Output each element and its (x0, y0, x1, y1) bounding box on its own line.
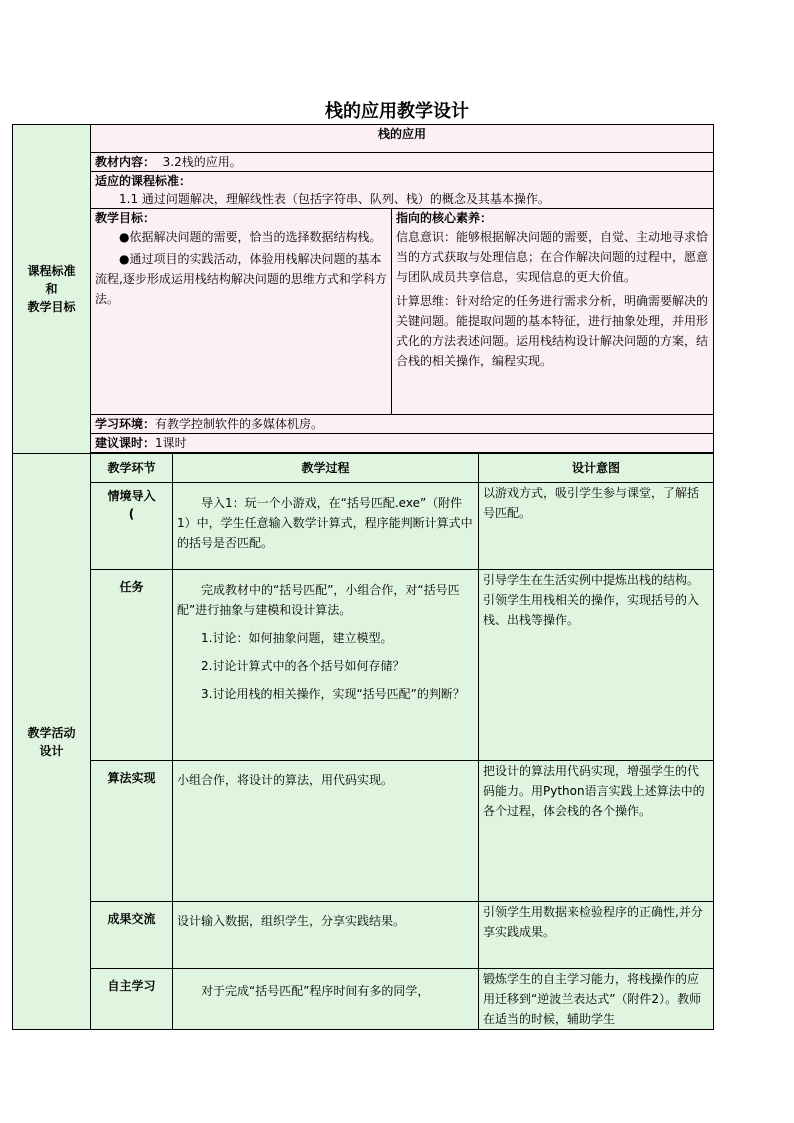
env-value: 有教学控制软件的多媒体机房。 (155, 417, 324, 431)
core-label: 指向的核心素养： (396, 211, 493, 225)
core-literacy-cell (392, 209, 714, 415)
stage-label: 自主学习 (91, 969, 173, 1030)
material-row (13, 153, 714, 172)
goals-label: 教学目标： (95, 211, 156, 225)
page-title: 栈的应用教学设计 (325, 101, 469, 122)
table-row (13, 969, 714, 1030)
intent-text: 把设计的算法用代码实现，增强学生的代码能力。用Python语言实践上述算法中的各个过程，体会栈的各个操作。 (479, 761, 714, 902)
side-label-line: 和 (45, 282, 58, 296)
process-text: 对于完成“括号匹配”程序时间有多的同学， (201, 984, 430, 998)
lesson-plan-table (12, 124, 714, 1030)
subtitle-row (13, 125, 714, 153)
process-text: 设计输入数据，组织学生，分享实践结果。 (173, 902, 479, 969)
core-item: 计算思维：针对给定的任务进行需求分析，明确需要解决的关键问题。能提取问题的基本特征，进行抽象处理，并用形式化的方法表述问题。运用栈结构设计解决问题的方案，结合栈的相关操作，编程实现。 (396, 294, 709, 368)
core-item: 信息意识：能够根据解决问题的需要，自觉、主动地寻求恰当的方式获取与处理信息；在合作解决问题的过程中，愿意与团队成员共享信息，实现信息的更大价值。 (396, 230, 709, 284)
stage-label: 任务 (91, 570, 173, 761)
table-row (13, 902, 714, 969)
intent-text: 锻炼学生的自主学习能力，将栈操作的应用迁移到“逆波兰表达式”（附件2）。教师在适当的时候，辅助学生 (479, 969, 714, 1030)
table-row (13, 483, 714, 570)
standard-value: 1.1 通过问题解决，理解线性表（包括字符串、队列、栈）的概念及其基本操作。 (119, 192, 550, 206)
side-label-line: 教学目标 (27, 300, 76, 314)
process-item: 3.讨论用栈的相关操作，实现“括号匹配”的判断？ (201, 687, 465, 701)
stage-label: 算法实现 (91, 761, 173, 902)
section2-side-label (13, 454, 91, 1030)
side-label-line: 设计 (39, 743, 64, 758)
col-header-intent: 设计意图 (479, 454, 714, 483)
hours-row (13, 434, 714, 453)
intent-text: 引领学生用数据来检验程序的正确性,并分享实践成果。 (479, 902, 714, 969)
process-item: 2.讨论计算式中的各个括号如何存储？ (201, 659, 405, 673)
side-label-line: 教学活动 (27, 725, 76, 740)
material-value: 3.2栈的应用。 (162, 155, 242, 169)
process-item: 1.讨论：如何抽象问题，建立模型。 (201, 631, 393, 645)
hours-label: 建议课时： (95, 436, 156, 450)
goal-item: ●通过项目的实践活动，体验用栈解决问题的基本流程,逐步形成运用栈结构解决问题的思维方式和学科方法。 (95, 252, 387, 306)
process-text: 导入1：玩一个小游戏，在“括号匹配.exe”（附件1）中，学生任意输入数学计算式，程序能判断计算式中的括号是否匹配。 (177, 496, 473, 550)
goals-row (13, 209, 714, 415)
section1-side-label (13, 125, 91, 454)
stage-label: 成果交流 (91, 902, 173, 969)
col-header-process: 教学过程 (173, 454, 479, 483)
col-header-stage: 教学环节 (91, 454, 173, 483)
intent-text: 引导学生在生活实例中提炼出栈的结构。引领学生用栈相关的操作，实现括号的入栈、出栈等操作。 (479, 570, 714, 761)
stage-extra: ( (128, 507, 135, 521)
intent-text: 以游戏方式，吸引学生参与课堂，了解括号匹配。 (479, 483, 714, 570)
teaching-goals-cell (91, 209, 392, 415)
table-row (13, 761, 714, 902)
table-row (13, 570, 714, 761)
process-text: 完成教材中的“括号匹配”，小组合作，对“括号匹配”进行抽象与建模和设计算法。 (177, 583, 460, 617)
standard-row (13, 172, 714, 209)
process-text: 小组合作，将设计的算法，用代码实现。 (173, 761, 479, 902)
material-label: 教材内容： (95, 155, 156, 169)
env-label: 学习环境： (95, 417, 156, 431)
subtitle: 栈的应用 (91, 125, 714, 153)
stage-label: 情境导入 (107, 489, 156, 503)
goal-item: ●依据解决问题的需要，恰当的选择数据结构栈。 (119, 230, 382, 244)
environment-row (13, 415, 714, 434)
hours-value: 1课时 (155, 436, 187, 450)
side-label-line: 课程标准 (27, 264, 76, 278)
standard-label: 适应的课程标准： (95, 174, 192, 188)
activity-header-row (13, 454, 714, 483)
